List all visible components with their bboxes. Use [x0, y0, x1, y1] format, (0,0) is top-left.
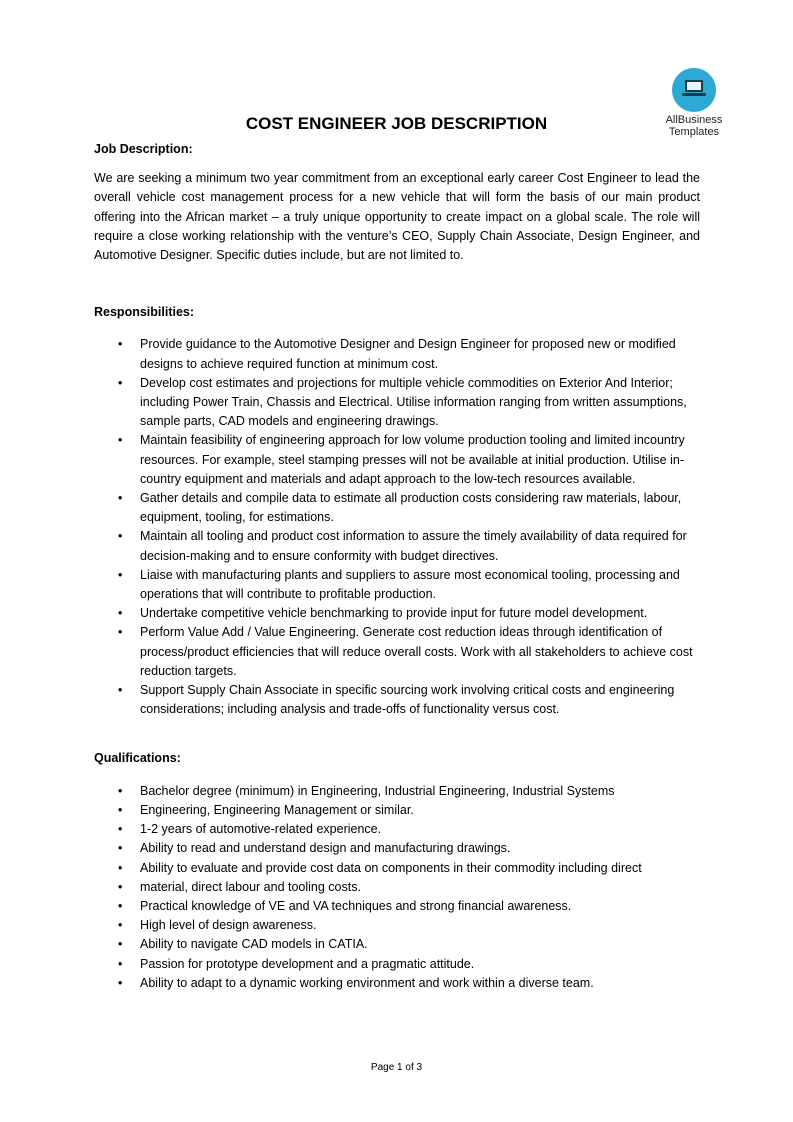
responsibilities-list — [94, 335, 700, 719]
responsibilities-section — [94, 303, 700, 719]
list-item: • Provide guidance to the Automotive Designer and Design Engineer for proposed new or modified designs to achieve required function at minimum cost. — [118, 337, 676, 371]
bullet-icon: • — [118, 625, 123, 640]
list-item: • Liaise with manufacturing plants and suppliers to assure most economical tooling, processing and operations that will contribute to profitable production. — [118, 567, 680, 602]
job-description-heading: Job Description: — [94, 142, 193, 156]
bullet-icon: • — [118, 802, 123, 817]
page-number: Page 1 of 3 — [370, 1062, 423, 1073]
list-item: • Maintain feasibility of engineering approach for low volume production tooling and limited incountry resources. For example, steel stamping presses will not be available at initial production. Utilise in-country equipment and materials and adapt approach to the low-tech resources available. — [118, 433, 685, 486]
list-item: • Perform Value Add / Value Engineering. Generate cost reduction ideas through identification of process/product efficiencies that will reduce overall costs. Work with all stakeholders to achieve cost reduction targets. — [118, 625, 693, 678]
list-item: • Engineering, Engineering Management or similar. — [94, 801, 700, 820]
list-item: • Maintain all tooling and product cost information to assure the timely availability of data required for decision-making and to ensure conformity with budget directives. — [118, 529, 687, 563]
bullet-icon: • — [118, 491, 123, 506]
bullet-icon: • — [118, 337, 123, 352]
list-item: • High level of design awareness. — [94, 916, 700, 935]
bullet-icon: • — [118, 898, 123, 913]
document-body — [94, 140, 700, 993]
bullet-icon: • — [118, 975, 123, 990]
page-title: COST ENGINEER JOB DESCRIPTION — [245, 114, 548, 133]
logo-line2: Templates — [668, 126, 720, 138]
laptop-icon — [672, 68, 716, 112]
bullet-icon: • — [118, 683, 123, 698]
bullet-icon: • — [118, 918, 123, 933]
logo-line1: AllBusiness — [665, 114, 723, 126]
list-item: • Support Supply Chain Associate in specific sourcing work involving critical costs and engineering considerations; including analysis and trade-offs of functionality versus cost. — [118, 683, 675, 717]
bullet-icon: • — [118, 937, 123, 952]
list-item: • Passion for prototype development and a pragmatic attitude. — [94, 955, 700, 974]
list-item: • Ability to read and understand design and manufacturing drawings. — [94, 839, 700, 858]
responsibilities-heading: Responsibilities: — [94, 305, 195, 320]
list-item: • Ability to evaluate and provide cost data on components in their commodity including direct — [94, 859, 700, 878]
qualifications-list — [94, 782, 700, 993]
bullet-icon: • — [118, 433, 123, 448]
bullet-icon: • — [118, 783, 123, 798]
list-item: • Ability to adapt to a dynamic working environment and work within a diverse team. — [94, 974, 700, 993]
bullet-icon: • — [118, 860, 123, 875]
bullet-icon: • — [118, 529, 123, 544]
bullet-icon: • — [118, 879, 123, 894]
list-item: • Develop cost estimates and projections for multiple vehicle commodities on Exterior And Interior; including Power Train, Chassis and Electrical. Utilise information ranging from written assumptions, sample parts, CAD models and engineering drawings. — [118, 375, 687, 429]
bullet-icon: • — [118, 956, 123, 971]
bullet-icon: • — [118, 375, 123, 390]
list-item: • material, direct labour and tooling costs. — [94, 878, 700, 897]
bullet-icon: • — [118, 606, 123, 621]
bullet-icon: • — [118, 567, 123, 582]
qualifications-heading: Qualifications: — [94, 751, 181, 766]
bullet-icon: • — [118, 822, 123, 837]
list-item: • Gather details and compile data to estimate all production costs considering raw materials, labour, equipment, tooling, for estimations. — [118, 491, 682, 525]
job-description-text: We are seeking a minimum two year commitment from an exceptional early career Cost Engineer to lead the overall vehicle cost management process for a new vehicle that will form the basis of our main product offering into the African market – a truly unique opportunity to create impact on a global scale. The role will require a close working relationship with the venture’s CEO, Supply Chain Associate, Design Engineer, and Automotive Designer. Specific duties include, but are not limited to. — [94, 171, 700, 263]
list-item: • 1-2 years of automotive-related experience. — [94, 820, 700, 839]
list-item: • Undertake competitive vehicle benchmarking to provide input for future model development. — [94, 604, 700, 623]
list-item: • Practical knowledge of VE and VA techniques and strong financial awareness. — [94, 897, 700, 916]
bullet-icon: • — [118, 841, 123, 856]
list-item: • Bachelor degree (minimum) in Engineering, Industrial Engineering, Industrial Systems — [94, 782, 700, 801]
qualifications-section — [94, 749, 700, 992]
list-item: • Ability to navigate CAD models in CATIA. — [94, 935, 700, 954]
